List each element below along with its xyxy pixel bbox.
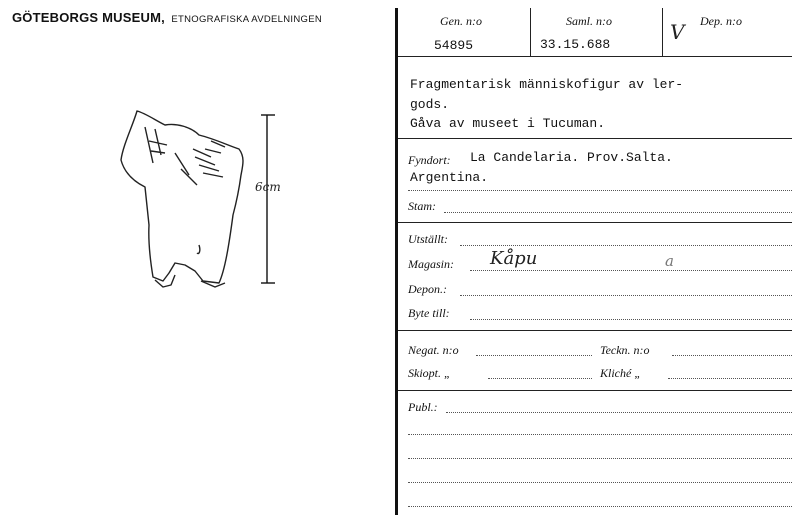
dotted-line xyxy=(470,270,792,271)
gen-number-label: Gen. n:o xyxy=(440,14,482,28)
department-name: ETNOGRAFISKA AVDELNINGEN xyxy=(171,14,322,25)
fyndort-line-2: Argentina. xyxy=(410,170,489,185)
publication-label: Publ.: xyxy=(408,400,438,414)
dotted-line xyxy=(408,482,792,483)
dotted-line xyxy=(408,190,792,191)
dotted-line xyxy=(668,378,792,379)
museum-name: GÖTEBORGS MUSEUM, xyxy=(12,10,165,25)
check-mark: V xyxy=(670,20,685,44)
saml-number-label: Saml. n:o xyxy=(566,14,612,28)
dotted-line xyxy=(446,412,792,413)
description-line-2: gods. xyxy=(410,97,450,112)
dep-number-label: Dep. n:o xyxy=(700,14,742,28)
magasin-label: Magasin: xyxy=(408,257,454,271)
dotted-line xyxy=(460,295,792,296)
row-divider xyxy=(398,390,792,391)
slide-label: Skiopt. „ xyxy=(408,366,451,380)
stam-label: Stam: xyxy=(408,199,436,213)
utstallt-label: Utställt: xyxy=(408,232,449,246)
fyndort-line-1: La Candelaria. Prov.Salta. xyxy=(470,150,673,165)
row-divider xyxy=(398,222,792,223)
row-divider xyxy=(398,56,792,57)
printing-block-label: Kliché „ xyxy=(600,366,641,380)
dotted-line xyxy=(444,212,792,213)
magasin-extra: a xyxy=(665,252,674,270)
figurine-sketch xyxy=(115,105,295,295)
negative-number-label: Negat. n:o xyxy=(408,343,459,357)
card-header xyxy=(12,9,322,27)
dotted-line xyxy=(470,319,792,320)
saml-number-value: 33.15.688 xyxy=(540,37,611,52)
card-left-border xyxy=(395,8,398,515)
dotted-line xyxy=(408,506,792,507)
row-divider xyxy=(398,138,792,139)
row-divider xyxy=(398,330,792,331)
column-separator xyxy=(662,8,663,56)
depon-label: Depon.: xyxy=(408,282,447,296)
dotted-line xyxy=(408,458,792,459)
scale-note: 6cm xyxy=(255,180,281,194)
description-line-3: Gåva av museet i Tucuman. xyxy=(410,116,606,131)
dotted-line xyxy=(672,355,792,356)
drawing-number-label: Teckn. n:o xyxy=(600,343,650,357)
fyndort-label: Fyndort: xyxy=(408,153,451,167)
dotted-line xyxy=(460,245,792,246)
dotted-line xyxy=(408,434,792,435)
dotted-line xyxy=(488,378,592,379)
column-separator xyxy=(530,8,531,56)
magasin-value: Kåpu xyxy=(490,248,538,269)
byte-till-label: Byte till: xyxy=(408,306,450,320)
gen-number-value: 54895 xyxy=(434,38,474,53)
description-line-1: Fragmentarisk människofigur av ler- xyxy=(410,77,684,92)
dotted-line xyxy=(476,355,592,356)
